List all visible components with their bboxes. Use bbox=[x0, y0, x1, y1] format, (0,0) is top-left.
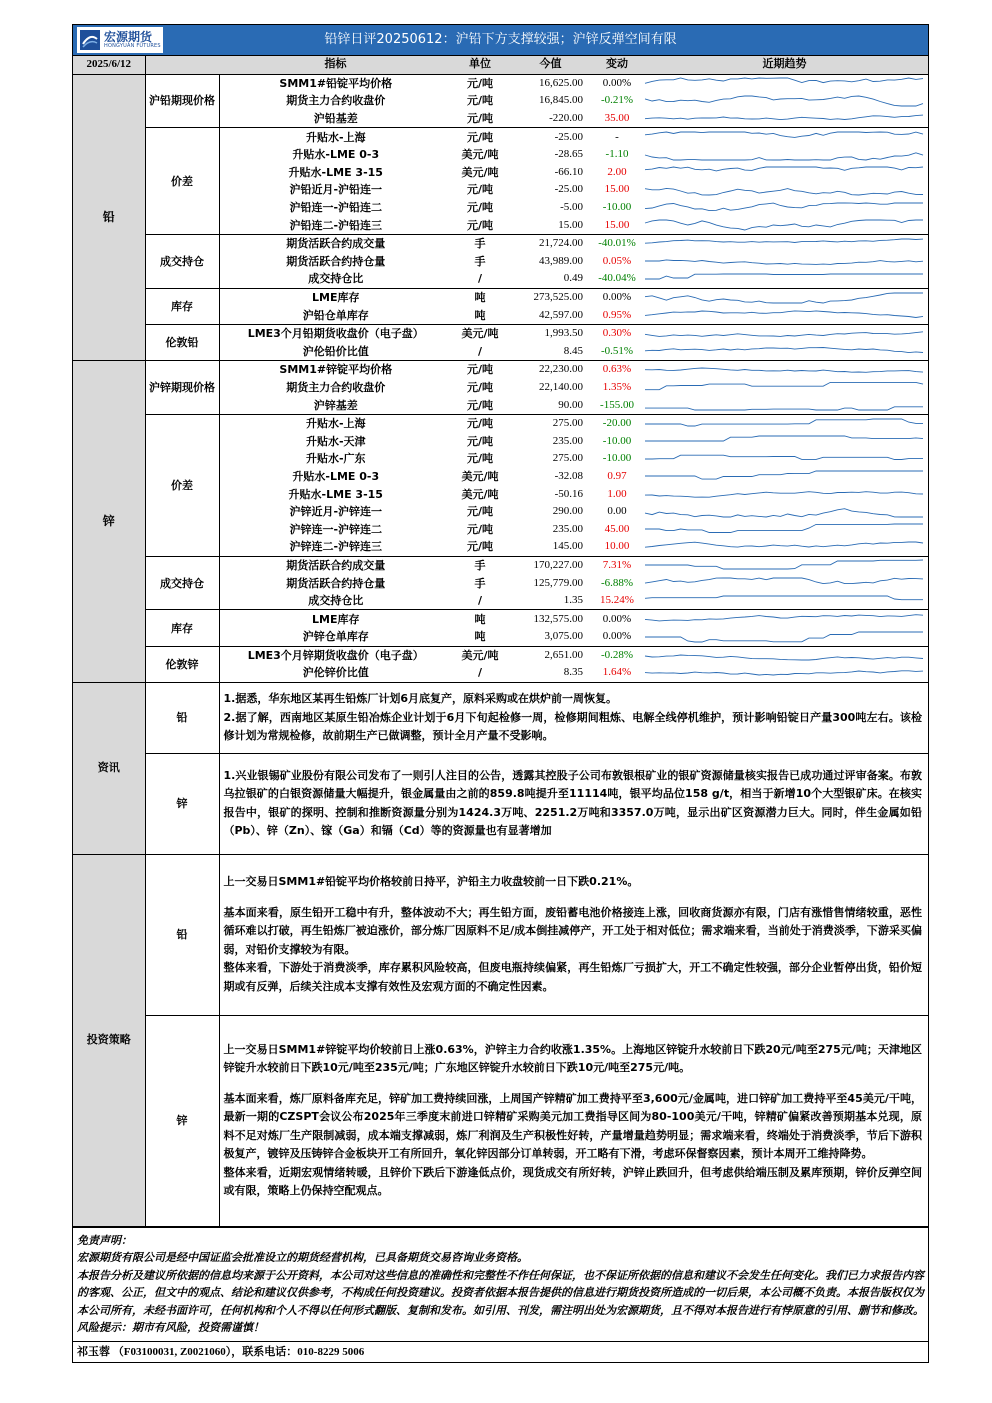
indicator-value: -25.00 bbox=[554, 183, 583, 196]
sparkline bbox=[643, 487, 925, 501]
indicator-change: -10.00 bbox=[602, 434, 632, 447]
indicator-unit: 元/吨 bbox=[466, 130, 494, 144]
indicator-value: 22,230.00 bbox=[539, 363, 583, 376]
col-value: 今值 bbox=[508, 56, 593, 74]
sparkline bbox=[643, 363, 925, 377]
indicator-change: 10.00 bbox=[593, 538, 641, 556]
indicator-value: 42,597.00 bbox=[508, 306, 593, 324]
indicator-name: 升贴水-LME 0-3 bbox=[292, 469, 380, 483]
indicator-value: 275.00 bbox=[552, 452, 583, 465]
indicator-unit: 手 bbox=[474, 237, 486, 251]
indicator-value: 15.00 bbox=[508, 216, 593, 234]
indicator-value: 16,625.00 bbox=[539, 76, 583, 89]
indicator-unit: 美元/吨 bbox=[461, 327, 499, 341]
trend-cell bbox=[641, 288, 928, 306]
strategy-zinc-label: 锌 bbox=[145, 1015, 219, 1226]
indicator-name: 沪锌连二-沪锌连三 bbox=[219, 538, 452, 556]
indicator-unit: 美元/吨 bbox=[461, 648, 499, 662]
sparkline bbox=[643, 434, 925, 448]
report-sheet bbox=[72, 24, 929, 1363]
indicator-change: -0.21% bbox=[600, 94, 634, 107]
indicator-name: 沪铅近月-沪铅连一 bbox=[289, 183, 383, 197]
indicator-change: 45.00 bbox=[604, 522, 630, 535]
indicator-name: 升贴水-天津 bbox=[305, 434, 366, 448]
group-label: 成交持仓 bbox=[145, 556, 219, 610]
trend-cell bbox=[641, 343, 928, 361]
report-date: 2025/6/12 bbox=[73, 56, 145, 74]
trend-cell bbox=[641, 556, 928, 574]
sparkline bbox=[643, 112, 925, 126]
indicator-change: 15.00 bbox=[604, 183, 630, 196]
sparkline bbox=[643, 594, 925, 608]
analyst-contact: 祁玉蓉 （F03100031, Z0021060），联系电话：010-8229 5006 bbox=[73, 1341, 928, 1362]
indicator-value: 275.00 bbox=[552, 417, 583, 430]
section-label: 铅 bbox=[73, 74, 145, 361]
indicator-name: LME库存 bbox=[312, 612, 360, 626]
indicator-value: 132,575.00 bbox=[533, 612, 583, 625]
indicator-value: -66.10 bbox=[554, 165, 583, 178]
sparkline bbox=[643, 183, 925, 197]
table-row bbox=[73, 610, 928, 628]
trend-cell bbox=[641, 520, 928, 538]
sparkline bbox=[643, 327, 925, 341]
group-label: 成交持仓 bbox=[145, 234, 219, 288]
sparkline bbox=[643, 148, 925, 162]
sparkline bbox=[643, 452, 925, 466]
group-label: 沪铅期现价格 bbox=[145, 74, 219, 128]
indicator-value: 2,651.00 bbox=[544, 648, 583, 661]
table-row bbox=[73, 288, 928, 306]
col-trend: 近期趋势 bbox=[641, 56, 928, 74]
indicator-unit: / bbox=[452, 664, 508, 682]
group-label: 伦敦锌 bbox=[145, 646, 219, 682]
strategy-label: 投资策略 bbox=[73, 855, 145, 1227]
trend-cell bbox=[641, 128, 928, 146]
sparkline bbox=[643, 76, 925, 90]
indicator-change: 0.95% bbox=[593, 306, 641, 324]
indicator-change: -20.00 bbox=[602, 417, 632, 430]
trend-cell bbox=[641, 379, 928, 397]
risk-warning: 风险提示：期市有风险，投资需谨慎！ bbox=[77, 1321, 264, 1335]
indicator-unit: 元/吨 bbox=[452, 538, 508, 556]
strategy-lead-para: 整体来看，下游处于消费淡季，库存累积风险较高，但废电瓶持续偏紧，再生铅炼厂亏损扩大，开工不确定性较强，部分企业暂停出货，铅价短期或有反弹，后续关注成本支撑有效性及宏观方面的不确定性因素。 bbox=[223, 961, 922, 993]
indicator-name: 升贴水-LME 3-15 bbox=[288, 165, 383, 179]
trend-cell bbox=[641, 92, 928, 110]
table-row bbox=[73, 324, 928, 342]
trend-cell bbox=[641, 396, 928, 414]
indicator-name: 升贴水-LME 0-3 bbox=[292, 148, 380, 162]
indicator-unit: 元/吨 bbox=[466, 434, 494, 448]
sparkline bbox=[643, 344, 925, 358]
sparkline bbox=[643, 308, 925, 322]
indicator-name: 升贴水-LME 3-15 bbox=[288, 487, 383, 501]
indicator-change: 0.00% bbox=[602, 612, 632, 625]
price-table bbox=[73, 56, 928, 683]
indicator-change: 0.00% bbox=[602, 291, 632, 304]
indicator-name: 沪伦锌价比值 bbox=[219, 664, 452, 682]
indicator-change: 15.24% bbox=[593, 592, 641, 610]
indicator-value: 21,724.00 bbox=[539, 237, 583, 250]
indicator-value: -25.00 bbox=[554, 130, 583, 143]
trend-cell bbox=[641, 361, 928, 379]
indicator-value: 145.00 bbox=[508, 538, 593, 556]
indicator-change: 0.00% bbox=[593, 628, 641, 646]
indicator-change: 1.64% bbox=[593, 664, 641, 682]
indicator-change: - bbox=[615, 130, 619, 143]
indicator-change: -10.00 bbox=[602, 201, 632, 214]
disclaimer-line: 宏源期货有限公司是经中国证监会批准设立的期货经营机构，已具备期货交易咨询业务资格。 bbox=[77, 1251, 528, 1265]
indicator-unit: 元/吨 bbox=[466, 452, 494, 466]
indicator-value: -32.08 bbox=[554, 469, 583, 482]
indicator-unit: 吨 bbox=[452, 306, 508, 324]
indicator-name: 沪锌仓单库存 bbox=[219, 628, 452, 646]
sparkline bbox=[643, 398, 925, 412]
sparkline bbox=[643, 254, 925, 268]
indicator-change: -6.88% bbox=[600, 576, 634, 589]
disclaimer-line: 本报告分析及建议所依据的信息均来源于公开资料，本公司对这些信息的准确性和完整性不作任何保证，也不保证所依据的信息和建议不会发生任何变化。我们已力求报告内容的客观、公正，但文中的观点、结论和建议仅供参考，不构成任何投资建议。投资者依据本报告提供的信息进行期货投资所造成的一切后果，本公司概不负责。本报告版权仅为本公司所有，未经书面许可，任何机构和个人不得以任何形式翻版、复制和发布。如引用、刊发，需注明出处为宏源期货，且不得对本报告进行有悖原意的引用、删节和修改。 bbox=[77, 1268, 924, 1317]
indicator-value: 3,075.00 bbox=[508, 628, 593, 646]
group-label: 库存 bbox=[145, 610, 219, 646]
news-lead-item: 2.据了解，西南地区某原生铅冶炼企业计划于6月下旬起检修一周，检修期间粗炼、电解全线停机维护，预计影响铅锭日产量300吨左右。该检修计划为常规检修，故前期生产已做调整，预计全月产量不受影响。 bbox=[223, 710, 922, 743]
indicator-name: 成交持仓比 bbox=[219, 592, 452, 610]
indicator-name: 沪锌近月-沪锌连一 bbox=[289, 505, 383, 519]
sparkline bbox=[643, 666, 925, 680]
indicator-name: 期货活跃合约持仓量 bbox=[286, 254, 386, 268]
indicator-name: 成交持仓比 bbox=[219, 270, 452, 288]
indicator-name: 沪铅连二-沪铅连三 bbox=[219, 216, 452, 234]
indicator-change: 35.00 bbox=[593, 110, 641, 128]
disclaimer-title: 免责声明： bbox=[77, 1233, 132, 1247]
sparkline bbox=[643, 291, 925, 305]
indicator-change: 0.05% bbox=[602, 254, 632, 267]
strategy-zinc-para: 上一交易日SMM1#锌锭平均价较前日上涨0.63%，沪锌主力合约收涨1.35%。上海地区锌锭升水较前日下跌20元/吨至275元/吨；天津地区锌锭升水较前日下跌10元/吨至235元/吨；广东地区锌锭升水较前日下跌10元/吨至275元/吨。 bbox=[223, 1042, 922, 1075]
news-label: 资讯 bbox=[73, 683, 145, 855]
indicator-unit: 吨 bbox=[474, 612, 486, 626]
indicator-change: -10.00 bbox=[602, 452, 632, 465]
indicator-change: 7.31% bbox=[602, 558, 632, 571]
indicator-name: 沪铅基差 bbox=[219, 110, 452, 128]
sparkline bbox=[643, 576, 925, 590]
trend-cell bbox=[641, 628, 928, 646]
indicator-unit: / bbox=[452, 592, 508, 610]
indicator-change: 0.30% bbox=[602, 327, 632, 340]
indicator-value: 170,227.00 bbox=[533, 558, 583, 571]
indicator-change: -155.00 bbox=[593, 396, 641, 414]
sparkline bbox=[643, 218, 925, 232]
trend-cell bbox=[641, 574, 928, 592]
indicator-value: 43,989.00 bbox=[539, 254, 583, 267]
trend-cell bbox=[641, 646, 928, 664]
indicator-name: 升贴水-上海 bbox=[305, 417, 366, 431]
strategy-lead-label: 铅 bbox=[145, 855, 219, 1016]
strategy-section bbox=[73, 855, 928, 1227]
indicator-unit: 元/吨 bbox=[452, 396, 508, 414]
indicator-name: 期货主力合约收盘价 bbox=[286, 380, 386, 394]
group-label: 库存 bbox=[145, 288, 219, 324]
trend-cell bbox=[641, 181, 928, 199]
sparkline bbox=[643, 201, 925, 215]
sparkline bbox=[643, 612, 925, 626]
indicator-name: 期货活跃合约持仓量 bbox=[286, 576, 386, 590]
indicator-unit: 元/吨 bbox=[452, 110, 508, 128]
trend-cell bbox=[641, 538, 928, 556]
indicator-value: 125,779.00 bbox=[533, 576, 583, 589]
indicator-unit: 元/吨 bbox=[466, 380, 494, 394]
indicator-value: 90.00 bbox=[508, 396, 593, 414]
trend-cell bbox=[641, 216, 928, 234]
news-zinc-label: 锌 bbox=[145, 753, 219, 854]
indicator-change: 0.00% bbox=[602, 76, 632, 89]
news-lead-label: 铅 bbox=[145, 683, 219, 754]
indicator-name: 沪铅连一-沪铅连二 bbox=[289, 201, 383, 215]
trend-cell bbox=[641, 468, 928, 486]
indicator-unit: / bbox=[452, 270, 508, 288]
col-indicator: 指标 bbox=[219, 56, 452, 74]
indicator-change: 2.00 bbox=[607, 165, 627, 178]
col-unit: 单位 bbox=[452, 56, 508, 74]
indicator-unit: 吨 bbox=[452, 628, 508, 646]
news-zinc-item: 1.兴业银锡矿业股份有限公司发布了一则引人注目的公告，透露其控股子公司布敦银根矿业的银矿资源储量核实报告已成功通过评审备案。布敦乌拉银矿的白银资源储量大幅提升，银金属量由之前的859.8吨提升至11114吨，银平均品位158 g/t，相当于新增10个大型银矿床。在核实报告中，银矿的探明、控制和推断资源量分别为1424.3万吨、2251.2万吨和3357.0万吨，显示出矿区资源潜力巨大。同时，伴生金属如铅（Pb）、锌（Zn）、镓（Ga）和镉（Cd）等的资源量也有显著增加 bbox=[223, 768, 922, 838]
table-row bbox=[73, 646, 928, 664]
indicator-name: 期货活跃合约成交量 bbox=[286, 558, 386, 572]
indicator-change: -40.04% bbox=[593, 270, 641, 288]
sparkline bbox=[643, 505, 925, 519]
indicator-unit: 元/吨 bbox=[466, 522, 494, 536]
indicator-change: 15.00 bbox=[593, 216, 641, 234]
indicator-value: 8.45 bbox=[508, 343, 593, 361]
table-header bbox=[73, 56, 928, 74]
title-banner bbox=[73, 25, 928, 56]
indicator-value: 235.00 bbox=[552, 434, 583, 447]
group-label: 伦敦铅 bbox=[145, 324, 219, 360]
news-section bbox=[73, 683, 928, 855]
sparkline bbox=[643, 237, 925, 251]
indicator-value: 1,993.50 bbox=[544, 327, 583, 340]
indicator-name: 升贴水-上海 bbox=[305, 130, 366, 144]
sparkline bbox=[643, 417, 925, 431]
sparkline bbox=[643, 558, 925, 572]
trend-cell bbox=[641, 146, 928, 164]
indicator-name: 期货主力合约收盘价 bbox=[286, 94, 386, 108]
indicator-name: LME库存 bbox=[312, 291, 360, 305]
indicator-change: 1.00 bbox=[607, 487, 627, 500]
trend-cell bbox=[641, 324, 928, 342]
indicator-change: -40.01% bbox=[598, 237, 636, 250]
sparkline bbox=[643, 522, 925, 536]
report-title: 铅锌日评20250612：沪铅下方支撑较强；沪锌反弹空间有限 bbox=[324, 32, 677, 47]
indicator-name: 沪伦铅价比值 bbox=[219, 343, 452, 361]
indicator-value: 0.49 bbox=[508, 270, 593, 288]
trend-cell bbox=[641, 74, 928, 92]
indicator-value: -5.00 bbox=[560, 201, 583, 214]
sparkline bbox=[643, 165, 925, 179]
indicator-unit: 元/吨 bbox=[466, 363, 494, 377]
indicator-unit: 元/吨 bbox=[466, 183, 494, 197]
indicator-change: -1.10 bbox=[605, 148, 629, 161]
strategy-lead-para: 基本面来看，原生铅开工稳中有升，整体波动不大；再生铅方面，废铅蓄电池价格接连上涨，回收商货源亦有限，门店有涨惜售情绪较重，恶性循环难以打破，再生铅炼厂被迫涨价，部分炼厂因原料不足/成本倒挂减停产，开工处于相对低位；需求端来看，当前处于消费淡季，下游采买偏弱，对铅价支撑较为有限。 bbox=[223, 905, 922, 956]
indicator-unit: 美元/吨 bbox=[461, 469, 499, 483]
trend-cell bbox=[641, 253, 928, 271]
table-row bbox=[73, 74, 928, 92]
indicator-name: 沪锌基差 bbox=[219, 396, 452, 414]
sparkline bbox=[643, 469, 925, 483]
indicator-name: 沪锌连一-沪锌连二 bbox=[289, 522, 383, 536]
sparkline bbox=[643, 380, 925, 394]
indicator-change: 0.97 bbox=[607, 469, 627, 482]
table-row bbox=[73, 556, 928, 574]
indicator-name: 期货活跃合约成交量 bbox=[286, 237, 386, 251]
trend-cell bbox=[641, 199, 928, 217]
indicator-change: -0.51% bbox=[593, 343, 641, 361]
indicator-change: -0.28% bbox=[600, 648, 634, 661]
section-label: 锌 bbox=[73, 361, 145, 683]
sparkline bbox=[643, 630, 925, 644]
group-label: 价差 bbox=[145, 128, 219, 235]
indicator-value: 16,845.00 bbox=[539, 94, 583, 107]
disclaimer bbox=[73, 1227, 928, 1341]
trend-cell bbox=[641, 485, 928, 503]
group-label: 沪锌期现价格 bbox=[145, 361, 219, 415]
trend-cell bbox=[641, 664, 928, 682]
logo-subtitle: HONGYUAN FUTURES bbox=[104, 43, 161, 49]
trend-cell bbox=[641, 164, 928, 182]
indicator-name: LME3个月铅期货收盘价（电子盘） bbox=[247, 327, 424, 341]
indicator-value: 235.00 bbox=[552, 522, 583, 535]
sparkline bbox=[643, 648, 925, 662]
indicator-unit: / bbox=[452, 343, 508, 361]
indicator-change: 1.35% bbox=[602, 380, 632, 393]
trend-cell bbox=[641, 432, 928, 450]
indicator-name: 沪铅仓单库存 bbox=[219, 306, 452, 324]
trend-cell bbox=[641, 306, 928, 324]
trend-cell bbox=[641, 270, 928, 288]
indicator-unit: 美元/吨 bbox=[461, 148, 499, 162]
group-label: 价差 bbox=[145, 414, 219, 556]
strategy-zinc-para: 基本面来看，炼厂原料备库充足，锌矿加工费持续回涨，上周国产锌精矿加工费持平至3,600元/金属吨，进口锌矿加工费持平至45美元/干吨，最新一期的CZSPT会议公布2025年三季度末前进口锌精矿采购美元加工费指导区间为80-100美元/干吨，锌精矿偏紧改善预期基本兑现，原料不足对炼厂生产限制减弱，成本端支撑减弱，炼厂利润及生产积极性好转，产量增量趋势明显；需求端来看，终端处于消费淡季，节后下游积极复产，镀锌及压铸锌合金板块开工有所回升，氧化锌因部分订单转弱，开工略有下滑，考虑环保督察因素，预计本周开工维持降势。 bbox=[223, 1091, 922, 1161]
trend-cell bbox=[641, 450, 928, 468]
indicator-value: 22,140.00 bbox=[539, 380, 583, 393]
strategy-zinc-para: 整体来看，近期宏观情绪转暖，且锌价下跌后下游逢低点价，现货成交有所好转，沪锌止跌回升，但考虑供给端压制及累库预期，锌价反弹空间或有限，策略上仍保持空配观点。 bbox=[223, 1165, 922, 1198]
trend-cell bbox=[641, 592, 928, 610]
trend-cell bbox=[641, 234, 928, 252]
table-row bbox=[73, 234, 928, 252]
sparkline bbox=[643, 130, 925, 144]
indicator-unit: 吨 bbox=[474, 291, 486, 305]
indicator-value: -220.00 bbox=[508, 110, 593, 128]
indicator-value: -28.65 bbox=[554, 148, 583, 161]
col-change: 变动 bbox=[593, 56, 641, 74]
strategy-lead-para: 上一交易日SMM1#铅锭平均价格较前日持平，沪铅主力收盘较前一日下跌0.21%。 bbox=[223, 875, 639, 889]
logo-name: 宏源期货 bbox=[104, 30, 153, 44]
indicator-unit: 元/吨 bbox=[466, 201, 494, 215]
news-lead-item: 1.据悉，华东地区某再生铅炼厂计划6月底复产，原料采购或在烘炉前一周恢复。 bbox=[223, 692, 617, 706]
indicator-value: 290.00 bbox=[552, 505, 583, 518]
indicator-unit: 元/吨 bbox=[466, 76, 494, 90]
indicator-unit: 手 bbox=[474, 576, 486, 590]
indicator-change: 0.63% bbox=[602, 363, 632, 376]
indicator-name: SMM1#铅锭平均价格 bbox=[279, 76, 393, 90]
trend-cell bbox=[641, 503, 928, 521]
indicator-unit: 元/吨 bbox=[466, 417, 494, 431]
indicator-unit: 手 bbox=[474, 558, 486, 572]
table-row bbox=[73, 361, 928, 379]
indicator-unit: 美元/吨 bbox=[461, 165, 499, 179]
table-row bbox=[73, 128, 928, 146]
indicator-unit: 美元/吨 bbox=[461, 487, 499, 501]
table-row bbox=[73, 414, 928, 432]
trend-cell bbox=[641, 610, 928, 628]
indicator-value: 8.35 bbox=[508, 664, 593, 682]
sparkline bbox=[643, 540, 925, 554]
indicator-name: 升贴水-广东 bbox=[305, 452, 366, 466]
sparkline bbox=[643, 94, 925, 108]
trend-cell bbox=[641, 110, 928, 128]
indicator-unit: 手 bbox=[474, 254, 486, 268]
trend-cell bbox=[641, 414, 928, 432]
sparkline bbox=[643, 272, 925, 286]
indicator-unit: 元/吨 bbox=[452, 216, 508, 234]
indicator-unit: 元/吨 bbox=[466, 94, 494, 108]
indicator-value: 273,525.00 bbox=[533, 291, 583, 304]
indicator-value: -50.16 bbox=[554, 487, 583, 500]
indicator-name: SMM1#锌锭平均价格 bbox=[279, 363, 393, 377]
indicator-unit: 元/吨 bbox=[466, 505, 494, 519]
indicator-value: 1.35 bbox=[508, 592, 593, 610]
indicator-change: 0.00 bbox=[607, 505, 627, 518]
indicator-name: LME3个月锌期货收盘价（电子盘） bbox=[247, 648, 424, 662]
